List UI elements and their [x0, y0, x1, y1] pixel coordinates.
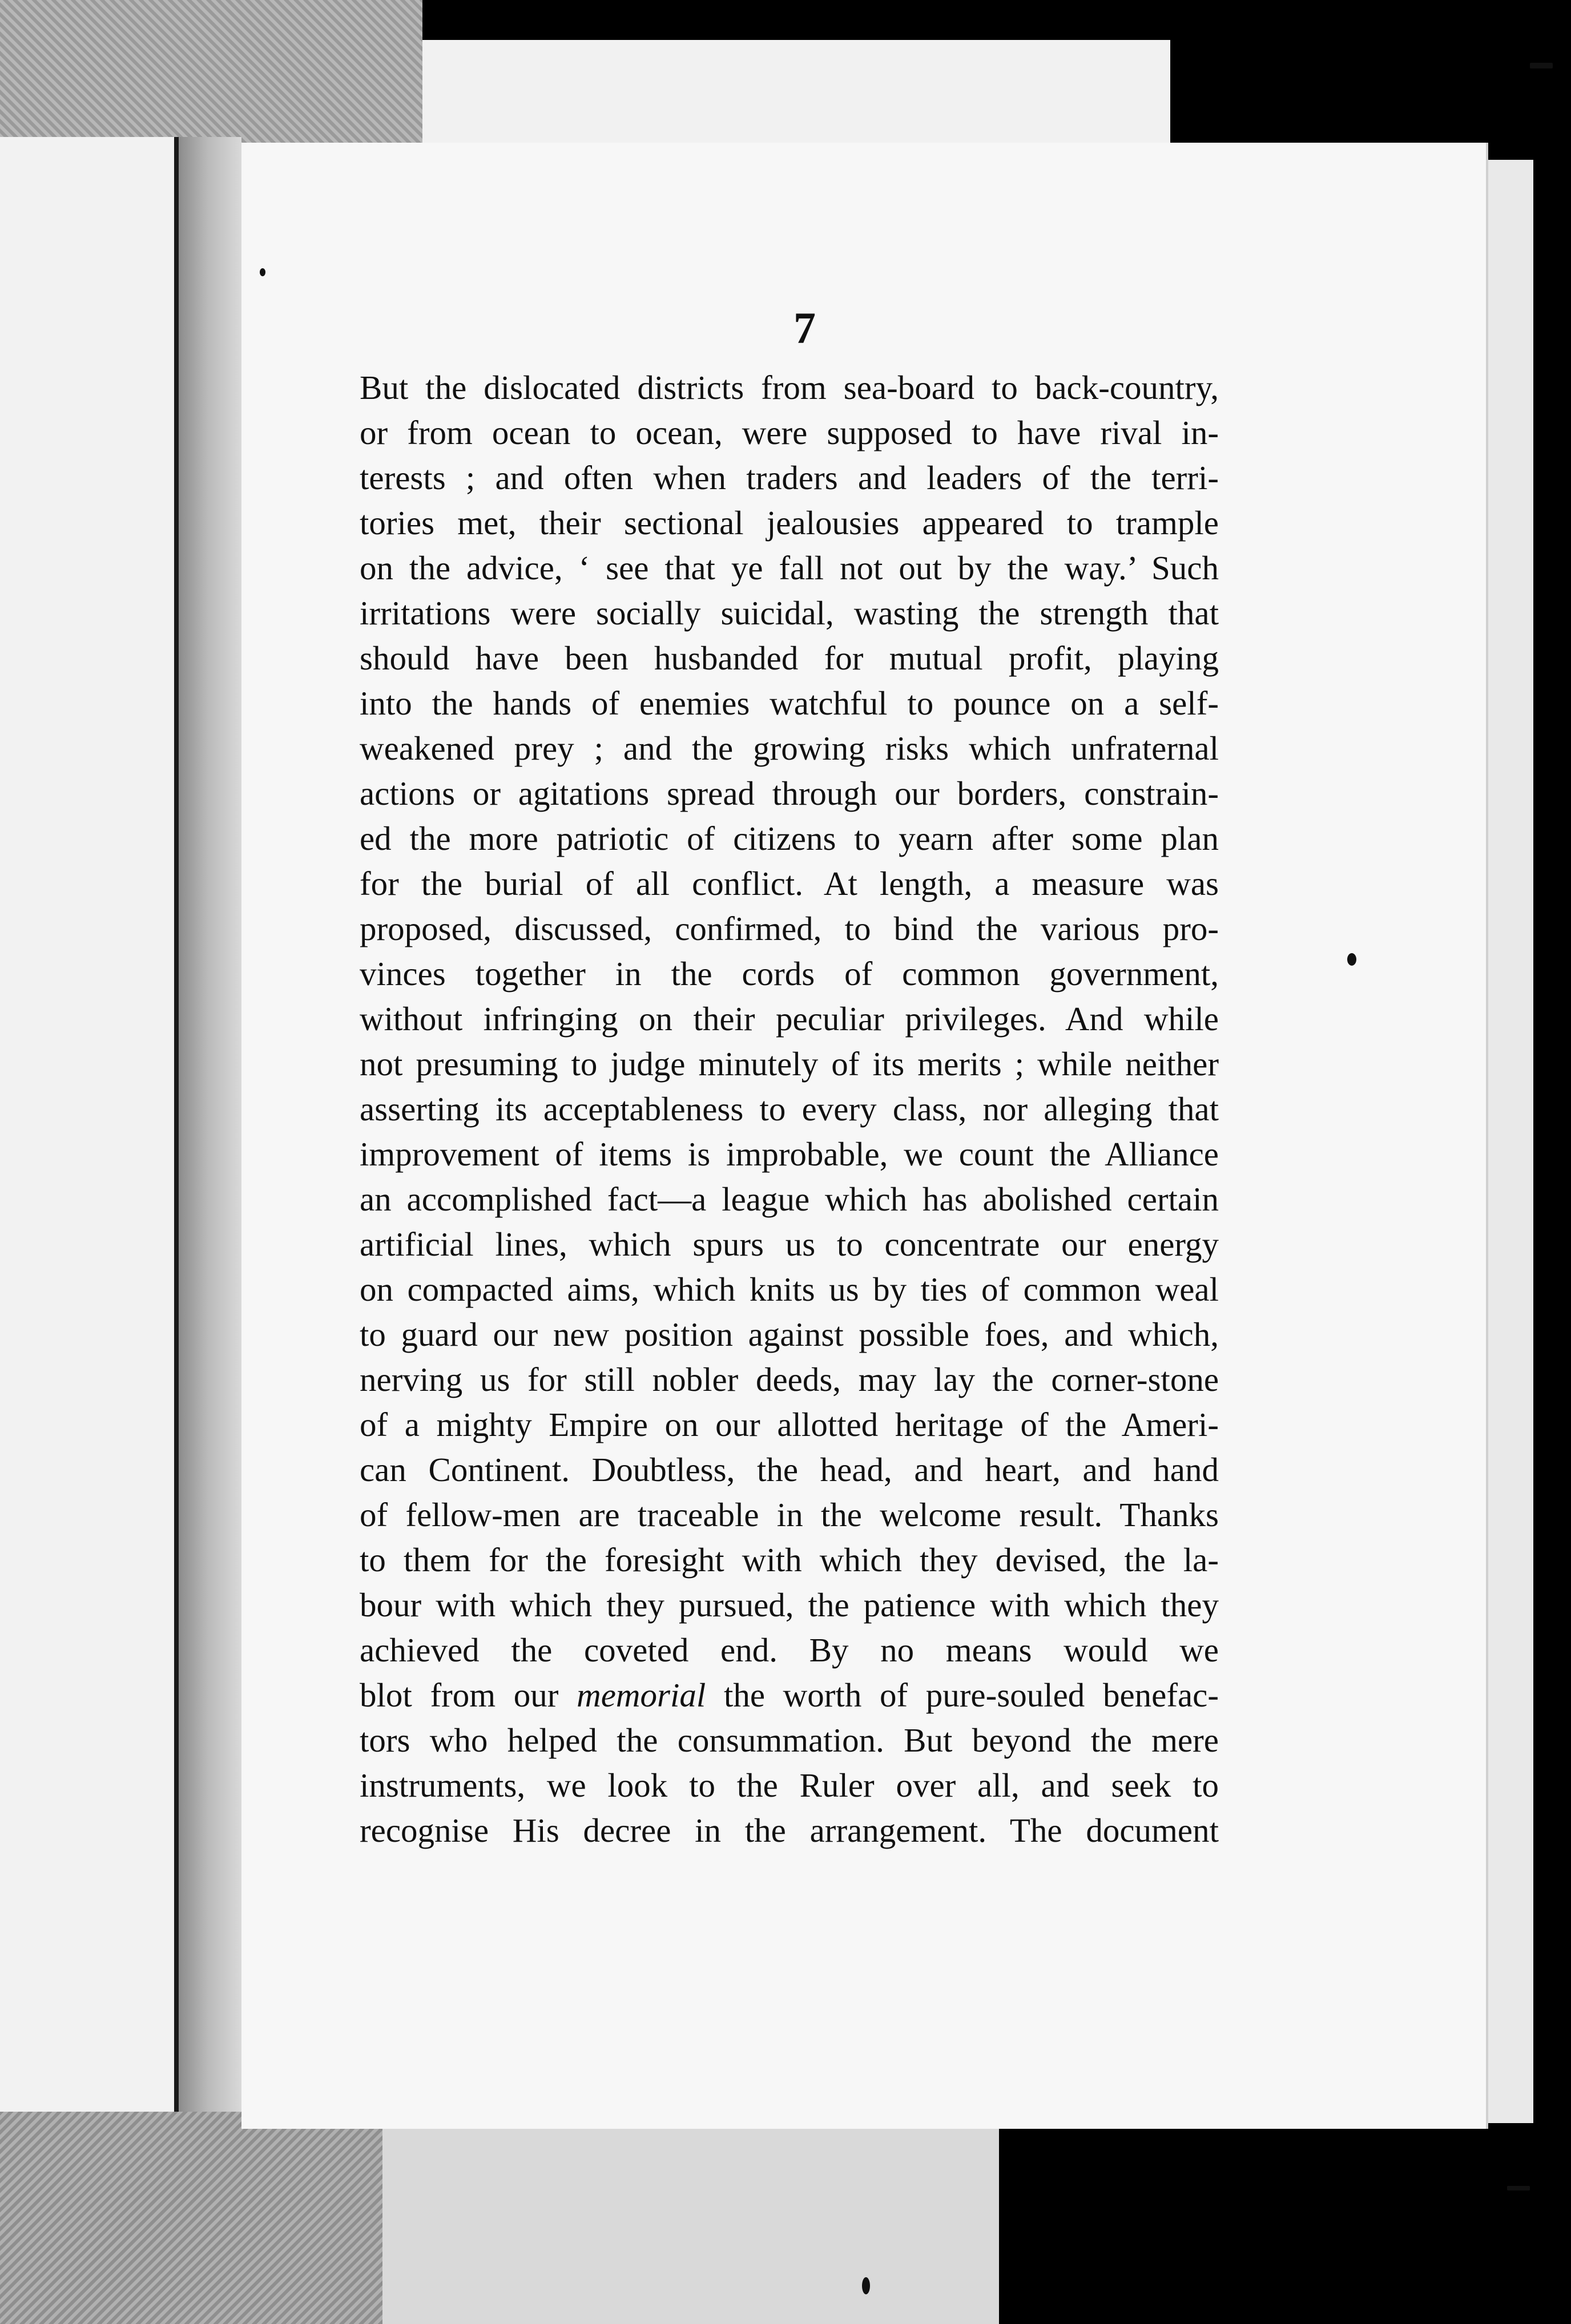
text-line: weakened prey ; and the growing risks which unfraternal: [360, 729, 1219, 767]
text-line: actions or agitations spread through our borders, constrain-: [360, 774, 1219, 812]
text-line: on the advice, ‘ see that ye fall not out by the way.’ Such: [360, 549, 1219, 587]
binding-cloth-bottom-left: [0, 2112, 382, 2324]
text-line: ed the more patriotic of citizens to yearn after some plan: [360, 820, 1219, 857]
ink-speck: [1347, 953, 1356, 966]
binding-cloth-top-left: [0, 0, 422, 143]
text-line: tories met, their sectional jealousies appeared to trample: [360, 504, 1219, 542]
text-line: But the dislocated districts from sea-board to back-country,: [360, 369, 1219, 406]
line-30-before: blot from our: [360, 1676, 559, 1714]
text-line: recognise His decree in the arrangement. The document: [360, 1811, 1219, 1849]
ink-speck: [1507, 2186, 1530, 2190]
text-line: for the burial of all conflict. At length, a measure was: [360, 865, 1219, 902]
text-line: improvement of items is improbable, we count the Alliance: [360, 1135, 1219, 1173]
ink-speck: [1530, 63, 1553, 68]
text-line: achieved the coveted end. By no means would we: [360, 1631, 1219, 1669]
ink-speck: [862, 2277, 870, 2294]
text-line: on compacted aims, which knits us by ties of common weal: [360, 1270, 1219, 1308]
text-line: to them for the foresight with which they devised, the la-: [360, 1541, 1219, 1579]
gutter-shadow: [179, 137, 241, 2112]
text-line: proposed, discussed, confirmed, to bind the various pro-: [360, 910, 1219, 947]
text-line: instruments, we look to the Ruler over all, and seek to: [360, 1766, 1219, 1804]
text-line: of fellow-men are traceable in the welcome result. Thanks: [360, 1496, 1219, 1534]
text-line: an accomplished fact—a league which has abolished certain: [360, 1180, 1219, 1218]
text-line-with-italic: [360, 1673, 1219, 1718]
text-line: of a mighty Empire on our allotted heritage of the Ameri-: [360, 1406, 1219, 1443]
line-30-after: the worth of pure-souled benefac-: [723, 1676, 1219, 1714]
text-line: should have been husbanded for mutual profit, playing: [360, 639, 1219, 677]
text-line: to guard our new position against possible foes, and which,: [360, 1316, 1219, 1353]
background-paper-bottom: [382, 2112, 999, 2324]
text-line: tors who helped the consummation. But beyond the mere: [360, 1721, 1219, 1759]
background-paper-top: [422, 40, 1170, 154]
gutter-line: [174, 137, 179, 2112]
text-line: without infringing on their peculiar privileges. And while: [360, 1000, 1219, 1038]
text-line: not presuming to judge minutely of its merits ; while neither: [360, 1045, 1219, 1083]
text-line: into the hands of enemies watchful to pounce on a self-: [360, 684, 1219, 722]
text-line: vinces together in the cords of common government,: [360, 955, 1219, 992]
text-line: artificial lines, which spurs us to concentrate our energy: [360, 1225, 1219, 1263]
text-line: nerving us for still nobler deeds, may lay the corner-stone: [360, 1361, 1219, 1398]
text-line: asserting its acceptableness to every class, nor alleging that: [360, 1090, 1219, 1128]
body-text: [360, 365, 1219, 1853]
page-number: 7: [793, 303, 816, 353]
italic-word-memorial: memorial: [577, 1676, 706, 1714]
text-line: terests ; and often when traders and leaders of the terri-: [360, 459, 1219, 497]
text-line: bour with which they pursued, the patience with which they: [360, 1586, 1219, 1624]
text-line: or from ocean to ocean, were supposed to have rival in-: [360, 414, 1219, 451]
verso-page: [0, 137, 183, 2112]
text-line: irritations were socially suicidal, wasting the strength that: [360, 594, 1219, 632]
ink-speck: [260, 268, 265, 276]
text-line: can Continent. Doubtless, the head, and heart, and hand: [360, 1451, 1219, 1488]
